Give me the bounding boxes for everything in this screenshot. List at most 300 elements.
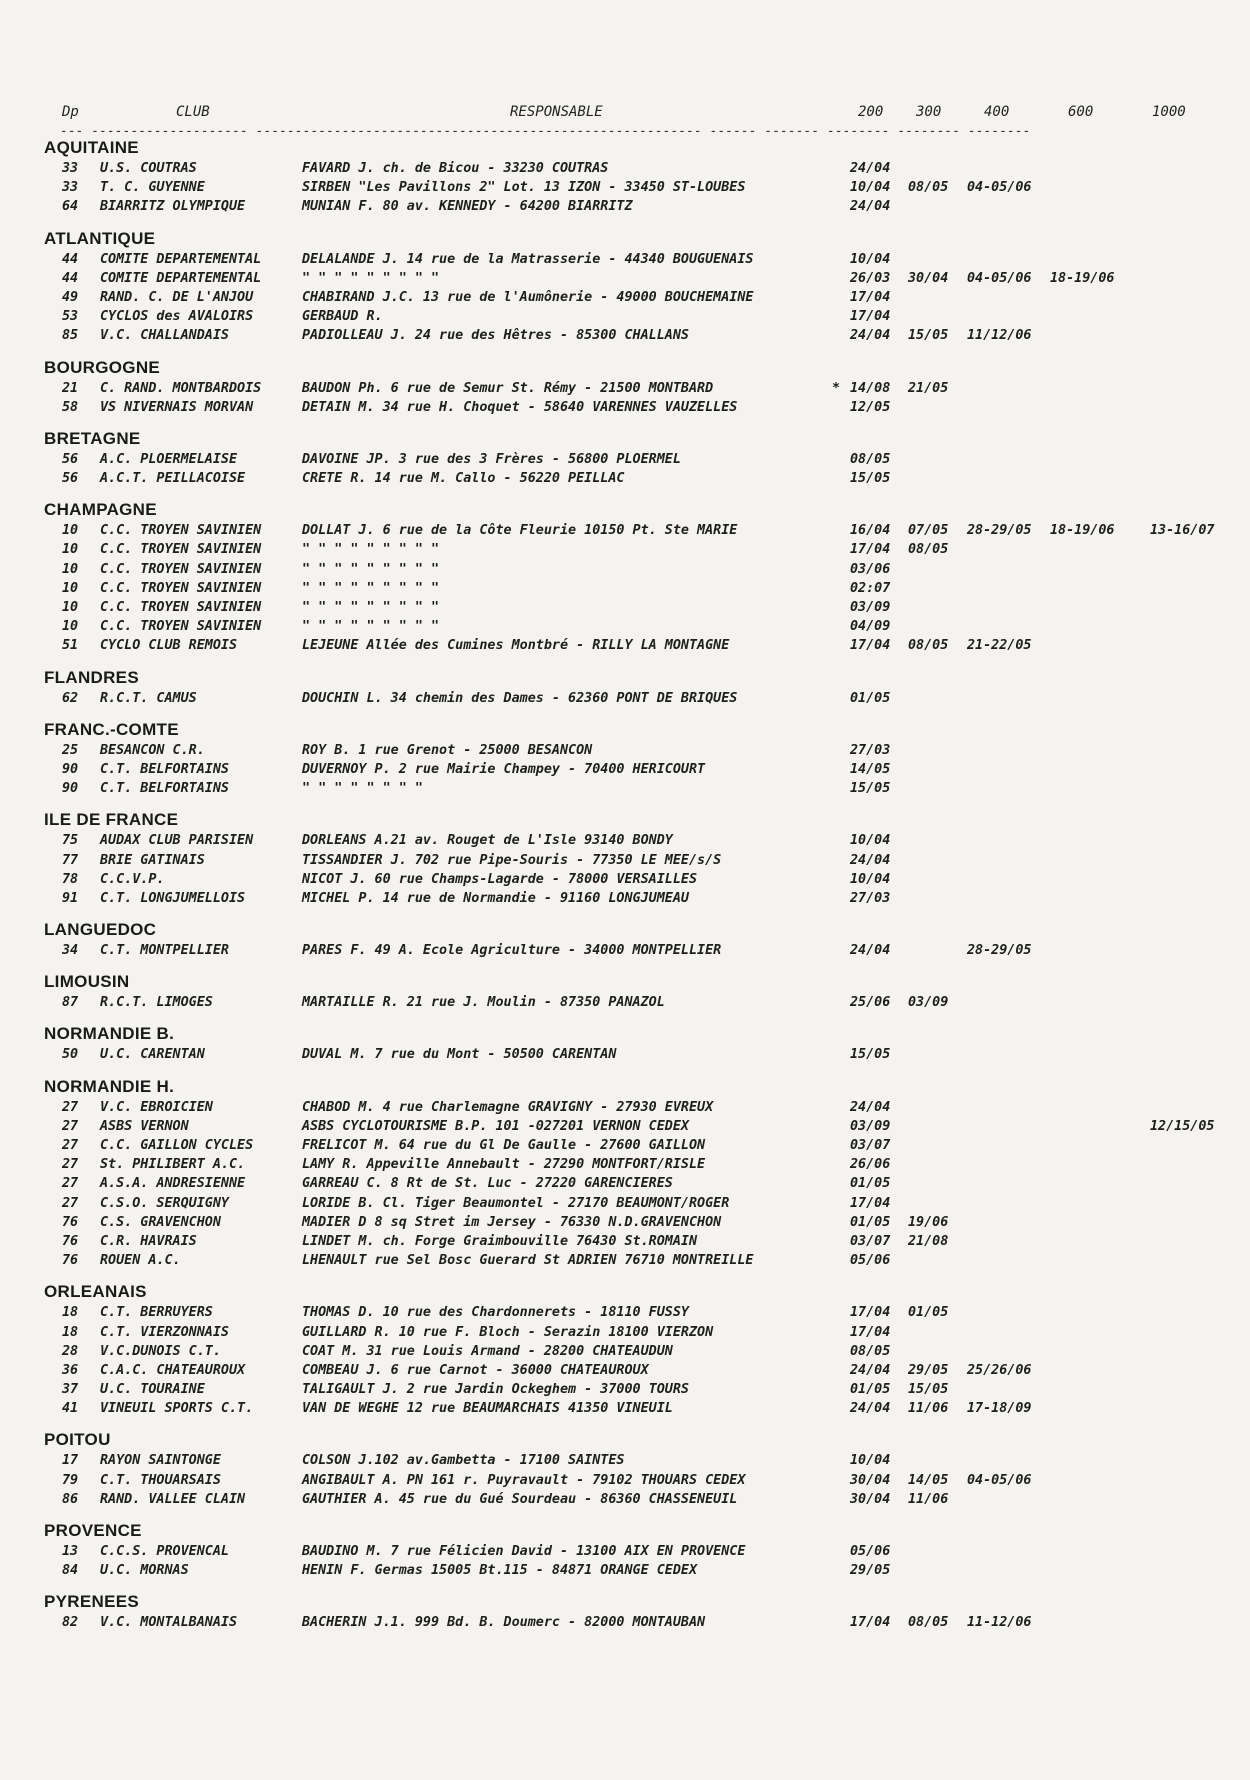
responsable-address: " " " " " " " " ": [302, 580, 440, 596]
date-200km: 10/04: [850, 833, 891, 849]
date-200km: 17/04: [850, 289, 891, 305]
table-row: [0, 779, 1250, 798]
club-listing: [0, 134, 1250, 1641]
department-number: 58: [62, 399, 79, 415]
table-row: [0, 1155, 1250, 1174]
date-300km: 11/06: [908, 1401, 949, 1417]
responsable-address: LAMY R. Appeville Annebault - 27290 MONTFORT/RISLE: [302, 1157, 706, 1173]
date-200km: 12/05: [850, 399, 891, 415]
department-number: 76: [62, 1233, 79, 1249]
date-200km: 10/04: [850, 1453, 891, 1469]
date-200km: 03/07: [850, 1233, 891, 1249]
region-section: [0, 499, 1250, 663]
table-row: [0, 540, 1250, 559]
date-1000km: 12/15/05: [1150, 1118, 1215, 1134]
responsable-address: LEJEUNE Allée des Cumines Montbré - RILLY LA MONTAGNE: [302, 638, 730, 654]
responsable-address: DELALANDE J. 14 rue de la Matrasserie - 44340 BOUGUENAIS: [302, 251, 754, 267]
date-200km: 10/04: [850, 180, 891, 196]
table-row: [0, 636, 1250, 655]
responsable-address: VAN DE WEGHE 12 rue BEAUMARCHAIS 41350 VINEUIL: [302, 1401, 673, 1417]
table-row: [0, 1117, 1250, 1136]
department-number: 13: [62, 1544, 79, 1559]
table-row: [0, 250, 1250, 269]
table-row: [0, 760, 1250, 779]
table-row: [0, 269, 1250, 288]
date-300km: 19/06: [908, 1214, 949, 1230]
region-title: FRANC.-COMTE: [44, 719, 179, 739]
responsable-address: CHABIRAND J.C. 13 rue de l'Aumônerie - 49000 BOUCHEMAINE: [302, 289, 754, 305]
responsable-address: LHENAULT rue Sel Bosc Guerard St ADRIEN 76710 MONTREILLE: [302, 1253, 754, 1269]
date-200km: 04/09: [850, 619, 891, 635]
header-1000: 1000: [1152, 104, 1186, 120]
table-row: [0, 379, 1250, 398]
table-row: [0, 831, 1250, 850]
table-row: [0, 1451, 1250, 1470]
department-number: 27: [62, 1099, 79, 1115]
responsable-address: DOUCHIN L. 34 chemin des Dames - 62360 PONT DE BRIQUES: [302, 690, 738, 706]
club-name: C.C. TROYEN SAVINIEN: [100, 561, 262, 577]
table-row: [0, 1045, 1250, 1064]
table-row: [0, 469, 1250, 488]
club-name: RAND. C. DE L'ANJOU: [100, 289, 254, 305]
department-number: 82: [62, 1615, 79, 1631]
responsable-address: ANGIBAULT A. PN 161 r. Puyravault - 79102 THOUARS CEDEX: [302, 1472, 746, 1488]
table-row: [0, 1361, 1250, 1380]
table-row: [0, 307, 1250, 326]
club-name: C.C. TROYEN SAVINIEN: [100, 523, 262, 539]
region-title: ILE DE FRANCE: [44, 810, 179, 830]
club-name: VINEUIL SPORTS C.T.: [100, 1401, 254, 1417]
table-row: [0, 398, 1250, 417]
region-section: [0, 719, 1250, 807]
region-title: BOURGOGNE: [44, 357, 161, 377]
department-number: 87: [62, 995, 79, 1011]
department-number: 10: [62, 600, 79, 615]
date-200km: 03/06: [850, 561, 891, 577]
region-section: [0, 1591, 1250, 1640]
region-title: NORMANDIE B.: [44, 1024, 175, 1044]
department-number: 10: [62, 580, 79, 596]
date-200km: 17/04: [850, 309, 891, 325]
club-name: RAYON SAINTONGE: [100, 1453, 221, 1469]
date-300km: 15/05: [908, 1382, 949, 1398]
department-number: 49: [62, 289, 79, 305]
club-name: V.C.DUNOIS C.T.: [100, 1343, 221, 1359]
region-title: POITOU: [44, 1430, 111, 1450]
responsable-address: " " " " " " " " ": [302, 270, 440, 286]
header-200: 200: [858, 104, 884, 120]
club-name: V.C. MONTALBANAIS: [100, 1615, 238, 1631]
responsable-address: MUNIAN F. 80 av. KENNEDY - 64200 BIARRITZ: [302, 199, 633, 215]
header-responsable: RESPONSABLE: [510, 104, 603, 120]
date-400km: 04-05/06: [967, 270, 1032, 286]
date-200km: 01/05: [850, 1382, 891, 1398]
club-name: C.S.O. SERQUIGNY: [100, 1195, 229, 1211]
region-section: [0, 428, 1250, 496]
club-name: C.R. HAVRAIS: [100, 1233, 197, 1249]
responsable-address: GERBAUD R.: [302, 309, 383, 325]
responsable-address: CHABOD M. 4 rue Charlemagne GRAVIGNY - 27930 EVREUX: [302, 1099, 714, 1115]
date-200km: 17/04: [850, 1305, 891, 1321]
club-name: U.C. MORNAS: [100, 1563, 189, 1579]
region-title: PYRENEES: [44, 1592, 139, 1612]
table-row: [0, 1490, 1250, 1509]
club-name: A.S.A. ANDRESIENNE: [100, 1176, 246, 1192]
department-number: 10: [62, 619, 79, 635]
department-number: 37: [62, 1382, 79, 1398]
date-400km: 21-22/05: [967, 638, 1032, 654]
header-club: CLUB: [176, 104, 210, 120]
department-number: 25: [62, 742, 79, 758]
responsable-address: LORIDE B. Cl. Tiger Beaumontel - 27170 BEAUMONT/ROGER: [302, 1195, 730, 1211]
club-name: CYCLOS des AVALOIRS: [100, 309, 254, 325]
club-name: St. PHILIBERT A.C.: [100, 1157, 246, 1173]
club-name: C.S. GRAVENCHON: [100, 1214, 221, 1230]
date-200km: 03/07: [850, 1138, 891, 1153]
department-number: 90: [62, 781, 79, 797]
responsable-address: MARTAILLE R. 21 rue J. Moulin - 87350 PANAZOL: [302, 995, 665, 1011]
responsable-address: " " " " " " " ": [302, 781, 423, 797]
date-200km: 29/05: [850, 1563, 891, 1579]
responsable-address: " " " " " " " " ": [302, 542, 440, 558]
date-200km: 15/05: [850, 1047, 891, 1063]
club-name: C.T. BELFORTAINS: [100, 781, 229, 797]
date-200km: 25/06: [850, 995, 891, 1011]
responsable-address: FRELICOT M. 64 rue du Gl De Gaulle - 27600 GAILLON: [302, 1138, 706, 1153]
date-200km: 24/04: [850, 943, 891, 959]
table-row: [0, 178, 1250, 197]
responsable-address: DUVERNOY P. 2 rue Mairie Champey - 70400 HERICOURT: [302, 761, 706, 777]
club-name: COMITE DEPARTEMENTAL: [100, 270, 262, 286]
table-row: [0, 326, 1250, 345]
table-row: [0, 1174, 1250, 1193]
header-divider: --- -------------------- --------------------------------------------------------- ------ ------- -------- -------- --------: [60, 124, 1031, 139]
table-row: [0, 1471, 1250, 1490]
date-300km: 21/08: [908, 1233, 949, 1249]
region-title: PROVENCE: [44, 1521, 142, 1540]
department-number: 33: [62, 161, 79, 176]
table-row: [0, 1561, 1250, 1580]
table-row: [0, 941, 1250, 960]
region-section: [0, 1076, 1250, 1279]
date-200km: 14/08: [850, 380, 891, 396]
table-row: [0, 521, 1250, 540]
responsable-address: TISSANDIER J. 702 rue Pipe-Souris - 77350 LE MEE/s/S: [302, 852, 722, 868]
club-name: C.C.S. PROVENCAL: [100, 1544, 229, 1559]
date-200km: 05/06: [850, 1544, 891, 1559]
date-200km: 24/04: [850, 161, 891, 176]
table-row: [0, 159, 1250, 178]
date-200km: 17/04: [850, 638, 891, 654]
table-row: [0, 197, 1250, 216]
region-title: CHAMPAGNE: [44, 500, 157, 520]
region-title: LIMOUSIN: [44, 972, 130, 992]
date-400km: 17-18/09: [967, 1401, 1032, 1417]
department-number: 78: [62, 871, 79, 887]
club-name: C.T. LONGJUMELLOIS: [100, 890, 246, 906]
date-300km: 03/09: [908, 995, 949, 1011]
date-200km: 24/04: [850, 1401, 891, 1417]
table-row: [0, 689, 1250, 708]
date-300km: 08/05: [908, 1615, 949, 1631]
table-row: [0, 617, 1250, 636]
region-section: [0, 1520, 1250, 1588]
responsable-address: BAUDINO M. 7 rue Félicien David - 13100 AIX EN PROVENCE: [302, 1544, 746, 1559]
club-name: A.C.T. PEILLACOISE: [100, 471, 246, 487]
date-300km: 21/05: [908, 380, 949, 396]
club-name: C.C. TROYEN SAVINIEN: [100, 600, 262, 615]
responsable-address: FAVARD J. ch. de Bicou - 33230 COUTRAS: [302, 161, 609, 176]
date-200km: 01/05: [850, 1214, 891, 1230]
date-300km: 07/05: [908, 523, 949, 539]
department-number: 84: [62, 1563, 79, 1579]
responsable-address: ROY B. 1 rue Grenot - 25000 BESANCON: [302, 742, 593, 758]
responsable-address: GARREAU C. 8 Rt de St. Luc - 27220 GARENCIERES: [302, 1176, 673, 1192]
table-row: [0, 598, 1250, 617]
region-title: ORLEANAIS: [44, 1282, 147, 1302]
department-number: 36: [62, 1362, 79, 1378]
department-number: 18: [62, 1305, 79, 1321]
header-dp: Dp: [62, 104, 79, 120]
club-name: C.T. MONTPELLIER: [100, 943, 229, 959]
date-600km: 18-19/06: [1050, 270, 1115, 286]
header-300: 300: [916, 104, 942, 120]
date-300km: 08/05: [908, 180, 949, 196]
region-title: LANGUEDOC: [44, 920, 157, 940]
region-section: [0, 809, 1250, 916]
date-200km: 08/05: [850, 1343, 891, 1359]
date-200km: 17/04: [850, 1195, 891, 1211]
department-number: 10: [62, 523, 79, 539]
department-number: 44: [62, 270, 79, 286]
date-200km: 24/04: [850, 852, 891, 868]
responsable-address: THOMAS D. 10 rue des Chardonnerets - 18110 FUSSY: [302, 1305, 689, 1321]
club-name: C.A.C. CHATEAUROUX: [100, 1362, 246, 1378]
date-200km: 03/09: [850, 1118, 891, 1134]
club-name: C.C.V.P.: [100, 871, 165, 887]
date-400km: 11-12/06: [967, 1615, 1032, 1631]
responsable-address: GUILLARD R. 10 rue F. Bloch - Serazin 18100 VIERZON: [302, 1324, 714, 1340]
responsable-address: TALIGAULT J. 2 rue Jardin Ockeghem - 37000 TOURS: [302, 1382, 689, 1398]
responsable-address: NICOT J. 60 rue Champs-Lagarde - 78000 VERSAILLES: [302, 871, 698, 887]
club-name: V.C. EBROICIEN: [100, 1099, 213, 1115]
date-200km: 30/04: [850, 1472, 891, 1488]
club-name: BESANCON C.R.: [100, 742, 205, 758]
club-name: BIARRITZ OLYMPIQUE: [100, 199, 246, 215]
department-number: 41: [62, 1401, 79, 1417]
table-row: [0, 1323, 1250, 1342]
department-number: 90: [62, 761, 79, 777]
header-400: 400: [984, 104, 1010, 120]
club-name: VS NIVERNAIS MORVAN: [100, 399, 254, 415]
department-number: 64: [62, 199, 79, 215]
responsable-address: CRETE R. 14 rue M. Callo - 56220 PEILLAC: [302, 471, 625, 487]
department-number: 10: [62, 561, 79, 577]
responsable-address: COLSON J.102 av.Gambetta - 17100 SAINTES: [302, 1453, 625, 1469]
department-number: 28: [62, 1343, 79, 1359]
region-section: [0, 919, 1250, 968]
date-200km: 10/04: [850, 871, 891, 887]
club-name: C.T. BERRUYERS: [100, 1305, 213, 1321]
department-number: 91: [62, 890, 79, 906]
department-number: 44: [62, 251, 79, 267]
table-row: [0, 1399, 1250, 1418]
date-400km: 04-05/06: [967, 1472, 1032, 1488]
responsable-address: COAT M. 31 rue Louis Armand - 28200 CHATEAUDUN: [302, 1343, 673, 1359]
date-200km: 01/05: [850, 1176, 891, 1192]
department-number: 76: [62, 1253, 79, 1269]
region-title: ATLANTIQUE: [44, 228, 156, 248]
responsable-address: MADIER D 8 sq Stret im Jersey - 76330 N.D.GRAVENCHON: [302, 1214, 722, 1230]
table-row: [0, 889, 1250, 908]
club-name: A.C. PLOERMELAISE: [100, 451, 238, 467]
region-section: [0, 971, 1250, 1020]
department-number: 10: [62, 542, 79, 558]
department-number: 27: [62, 1118, 79, 1134]
responsable-address: PARES F. 49 A. Ecole Agriculture - 34000 MONTPELLIER: [302, 943, 722, 959]
date-200km: 15/05: [850, 781, 891, 797]
club-name: C. RAND. MONTBARDOIS: [100, 380, 262, 396]
department-number: 56: [62, 471, 79, 487]
date-200km: 27/03: [850, 890, 891, 906]
department-number: 53: [62, 309, 79, 325]
table-row: [0, 579, 1250, 598]
responsable-address: DUVAL M. 7 rue du Mont - 50500 CARENTAN: [302, 1047, 617, 1063]
responsable-address: MICHEL P. 14 rue de Normandie - 91160 LONGJUMEAU: [302, 890, 689, 906]
club-name: U.C. CARENTAN: [100, 1047, 205, 1063]
date-300km: 29/05: [908, 1362, 949, 1378]
table-row: [0, 870, 1250, 889]
region-title: FLANDRES: [44, 667, 139, 687]
date-400km: 25/26/06: [967, 1362, 1032, 1378]
date-200km: 15/05: [850, 471, 891, 487]
date-400km: 28-29/05: [967, 943, 1032, 959]
table-row: [0, 288, 1250, 307]
date-200km: 17/04: [850, 1324, 891, 1340]
date-300km: 08/05: [908, 542, 949, 558]
date-200km: 30/04: [850, 1491, 891, 1507]
region-section: [0, 1281, 1250, 1426]
club-name: T. C. GUYENNE: [100, 180, 205, 196]
table-row: [0, 1098, 1250, 1117]
region-section: [0, 137, 1250, 225]
club-name: ROUEN A.C.: [100, 1253, 181, 1269]
column-header-row: [0, 104, 1250, 122]
club-name: C.T. BELFORTAINS: [100, 761, 229, 777]
responsable-address: BACHERIN J.1. 999 Bd. B. Doumerc - 82000 MONTAUBAN: [302, 1615, 706, 1631]
region-section: [0, 1429, 1250, 1517]
club-name: RAND. VALLEE CLAIN: [100, 1491, 246, 1507]
date-200km: 26/06: [850, 1157, 891, 1173]
responsable-address: GAUTHIER A. 45 rue du Gué Sourdeau - 86360 CHASSENEUIL: [302, 1491, 738, 1507]
department-number: 21: [62, 380, 79, 396]
club-name: C.T. VIERZONNAIS: [100, 1324, 229, 1340]
region-section: [0, 667, 1250, 716]
date-300km: 30/04: [908, 270, 949, 286]
responsable-address: COMBEAU J. 6 rue Carnot - 36000 CHATEAUROUX: [302, 1362, 649, 1378]
date-300km: 11/06: [908, 1491, 949, 1507]
responsable-address: " " " " " " " " ": [302, 600, 440, 615]
date-200km: 24/04: [850, 1099, 891, 1115]
responsable-address: BAUDON Ph. 6 rue de Semur St. Rémy - 21500 MONTBARD: [302, 380, 714, 396]
club-name: BRIE GATINAIS: [100, 852, 205, 868]
region-title: AQUITAINE: [44, 138, 139, 157]
date-300km: 15/05: [908, 328, 949, 344]
date-200km: 24/04: [850, 1362, 891, 1378]
date-300km: 14/05: [908, 1472, 949, 1488]
date-200km: 01/05: [850, 690, 891, 706]
table-row: [0, 741, 1250, 760]
table-row: [0, 450, 1250, 469]
department-number: 85: [62, 328, 79, 344]
table-row: [0, 851, 1250, 870]
table-row: [0, 560, 1250, 579]
region-title: NORMANDIE H.: [44, 1076, 175, 1096]
club-name: U.S. COUTRAS: [100, 161, 197, 176]
table-row: [0, 1232, 1250, 1251]
date-200km: 17/04: [850, 1615, 891, 1631]
date-200km: 14/05: [850, 761, 891, 777]
department-number: 50: [62, 1047, 79, 1063]
club-name: C.C. GAILLON CYCLES: [100, 1138, 254, 1153]
responsable-address: HENIN F. Germas 15005 Bt.115 - 84871 ORANGE CEDEX: [302, 1563, 698, 1579]
header-600: 600: [1068, 104, 1094, 120]
date-400km: 28-29/05: [967, 523, 1032, 539]
responsable-address: " " " " " " " " ": [302, 619, 440, 635]
table-row: [0, 1303, 1250, 1322]
date-200km: 17/04: [850, 542, 891, 558]
department-number: 33: [62, 180, 79, 196]
date-200km: 26/03: [850, 270, 891, 286]
department-number: 75: [62, 833, 79, 849]
date-300km: 08/05: [908, 638, 949, 654]
table-row: [0, 1542, 1250, 1561]
date-200km: 05/06: [850, 1253, 891, 1269]
responsable-address: DETAIN M. 34 rue H. Choquet - 58640 VARENNES VAUZELLES: [302, 399, 738, 415]
club-name: ASBS VERNON: [100, 1118, 189, 1134]
department-number: 27: [62, 1157, 79, 1173]
date-600km: 18-19/06: [1050, 523, 1115, 539]
responsable-address: " " " " " " " " ": [302, 561, 440, 577]
region-title: BRETAGNE: [44, 428, 141, 448]
department-number: 77: [62, 852, 79, 868]
department-number: 34: [62, 943, 79, 959]
responsable-address: ASBS CYCLOTOURISME B.P. 101 -027201 VERNON CEDEX: [302, 1118, 689, 1134]
responsable-address: LINDET M. ch. Forge Graimbouville 76430 St.ROMAIN: [302, 1233, 698, 1249]
table-row: [0, 1194, 1250, 1213]
region-section: [0, 357, 1250, 425]
table-row: [0, 1213, 1250, 1232]
club-name: CYCLO CLUB REMOIS: [100, 638, 238, 654]
department-number: 27: [62, 1176, 79, 1192]
club-name: V.C. CHALLANDAIS: [100, 328, 229, 344]
table-row: [0, 993, 1250, 1012]
table-row: [0, 1251, 1250, 1270]
department-number: 17: [62, 1453, 79, 1469]
region-section: [0, 228, 1250, 354]
responsable-address: DAVOINE JP. 3 rue des 3 Frères - 56800 PLOERMEL: [302, 451, 681, 467]
department-number: 56: [62, 451, 79, 467]
date-200km: 03/09: [850, 600, 891, 615]
date-1000km: 13-16/07: [1150, 523, 1215, 539]
department-number: 79: [62, 1472, 79, 1488]
club-name: C.C. TROYEN SAVINIEN: [100, 619, 262, 635]
date-300km: 01/05: [908, 1305, 949, 1321]
club-name: R.C.T. CAMUS: [100, 690, 197, 706]
department-number: 62: [62, 690, 79, 706]
club-name: C.C. TROYEN SAVINIEN: [100, 542, 262, 558]
club-name: COMITE DEPARTEMENTAL: [100, 251, 262, 267]
